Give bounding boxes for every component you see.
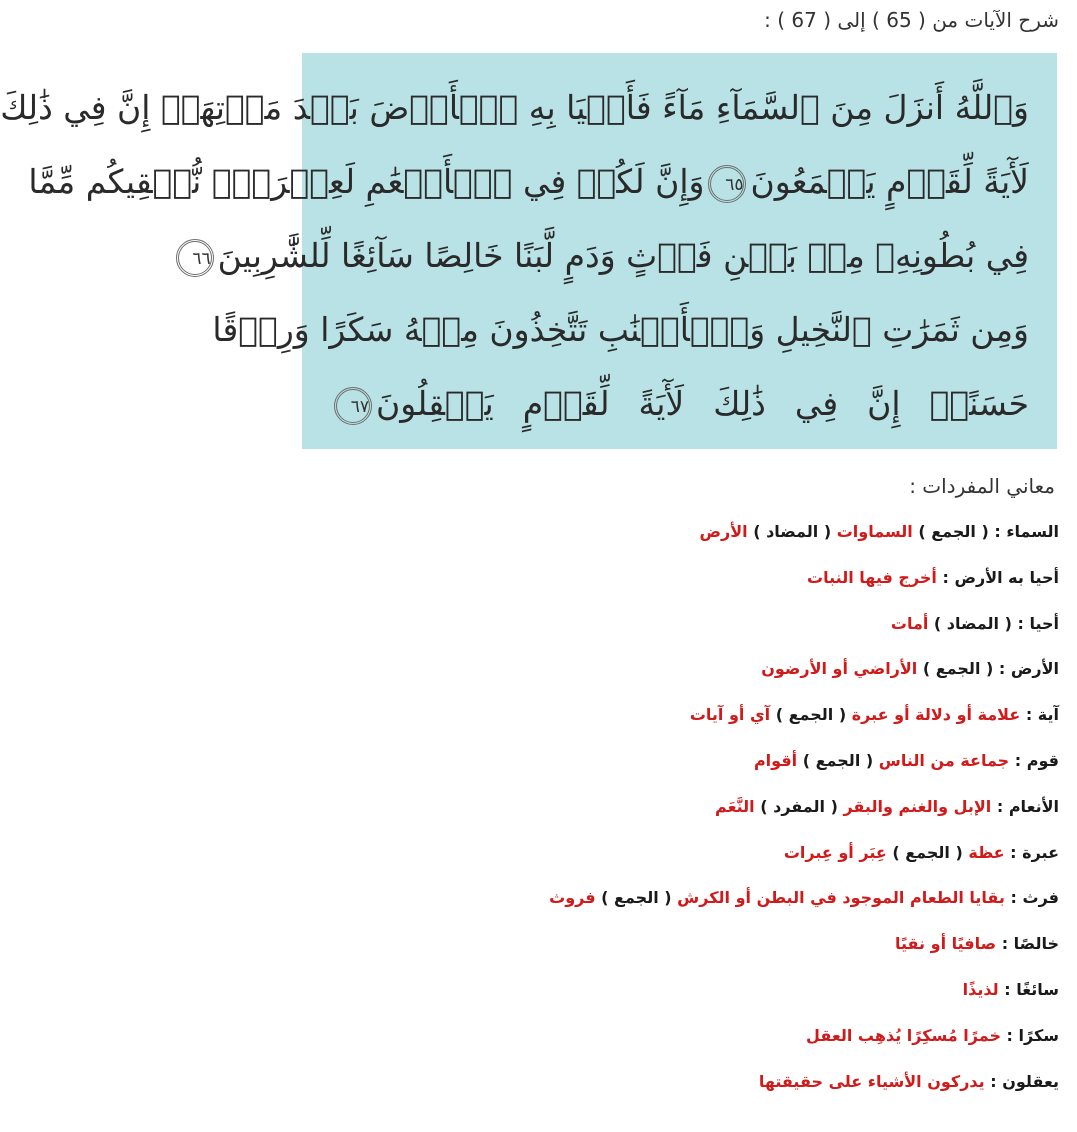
vocab-item (297, 560, 1059, 606)
vocab-item (297, 835, 1059, 881)
vocab-term: يعقلون (1002, 1071, 1059, 1091)
vocab-term: الأرض (1010, 659, 1059, 679)
vocab-meaning: لذيذًا (962, 979, 999, 999)
vocab-term: عبرة (1022, 842, 1059, 862)
verse-text: فِي بُطُونِهِۦ مِنۢ بَيۡنِ فَرۡثٍ وَدَمٍ لَّبَنًا خَالِصًا سَآئِغًا لِّلشَّٰرِبِينَ (217, 236, 1029, 275)
verse-line (212, 293, 1029, 367)
vocab-qualifier: ( الجمع ) (802, 750, 874, 770)
vocab-meaning: الأرض (699, 522, 754, 541)
vocab-item (297, 651, 1059, 697)
vocab-meaning: عظة (962, 842, 1005, 862)
vocab-qualifier: ( الجمع ) (775, 705, 847, 725)
vocab-separator: : (996, 934, 1014, 954)
ayah-number-mark: ٦٧ (334, 387, 372, 425)
vocab-term: السماء (1006, 522, 1059, 541)
vocab-term: خالصًا (1013, 934, 1059, 954)
vocab-meaning: بقايا الطعام الموجود في البطن أو الكرش (671, 888, 1005, 908)
verse-text: حَسَنًاۚ إِنَّ فِي ذَٰلِكَ لَأٓيَةً لِّقَوۡمٍ يَعۡقِلُونَ (376, 384, 1029, 423)
vocab-meaning: صافيًا أو نقيًا (895, 934, 997, 954)
vocab-item (297, 1018, 1059, 1064)
vocab-qualifier: ( الجمع ) (918, 522, 989, 541)
ayah-number-mark: ٦٥ (708, 165, 746, 203)
verse-text: وَٱللَّهُ أَنزَلَ مِنَ ٱلسَّمَآءِ مَآءً فَأَحۡيَا بِهِ ٱلۡأَرۡضَ بَعۡدَ مَوۡتِهَآۚ إِنَّ فِي ذَٰلِكَ (0, 88, 1029, 127)
vocab-term: سكرًا (1018, 1025, 1059, 1045)
vocab-separator: : (936, 567, 955, 587)
vocab-term: الأنعام (1008, 796, 1059, 816)
vocab-item (297, 926, 1059, 972)
vocab-meaning: آي أو آيات (689, 705, 776, 725)
vocab-item (297, 972, 1059, 1018)
vocab-meaning: جماعة من الناس (873, 750, 1010, 770)
vocab-item (297, 880, 1059, 926)
vocab-meaning: خمرًا مُسكِرًا يُذهِب العقل (806, 1025, 1001, 1045)
vocab-meaning: عِبَر أو عِبرات (783, 842, 893, 862)
vocab-separator: : (1004, 888, 1023, 908)
vocab-term: فرث (1022, 888, 1059, 908)
vocab-item (297, 697, 1059, 743)
vocab-separator: : (1004, 842, 1023, 862)
vocab-separator: : (1011, 613, 1030, 633)
vocab-meaning: النَّعَم (715, 796, 761, 816)
vocab-list (297, 514, 1059, 1109)
vocab-item (297, 789, 1059, 835)
vocab-meaning: أقوام (753, 750, 803, 770)
verse-line (330, 367, 1029, 441)
vocab-separator: : (1000, 1025, 1019, 1045)
vocab-term: قوم (1026, 750, 1059, 770)
vocab-meaning: الأراضي أو الأرضون (761, 659, 923, 679)
verse-text: وَمِن ثَمَرَٰتِ ٱلنَّخِيلِ وَٱلۡأَعۡنَٰبِ تَتَّخِذُونَ مِنۡهُ سَكَرًا وَرِزۡقًا (212, 310, 1029, 349)
vocab-separator: : (1020, 705, 1038, 725)
quran-verses-box (0, 53, 1057, 449)
ayah-number-mark: ٦٦ (176, 239, 214, 277)
verse-line (28, 145, 1029, 219)
vocab-meaning: أخرج فيها النبات (807, 567, 937, 587)
verse-line (192, 219, 1029, 293)
verse-text: وَإِنَّ لَكُمۡ فِي ٱلۡأَنۡعَٰمِ لَعِبۡرَةًۖ نُّسۡقِيكُم مِّمَّا (28, 162, 705, 201)
vocab-meaning: علامة أو دلالة أو عبرة (846, 705, 1021, 725)
vocab-separator: : (1009, 750, 1027, 770)
vocab-term: أحيا به الأرض (954, 567, 1059, 587)
vocab-item (297, 743, 1059, 789)
vocab-item (297, 606, 1059, 652)
vocab-qualifier: ( المضاد ) (933, 613, 1012, 633)
page-heading: شرح الآيات من ( 65 ) إلى ( 67 ) : (764, 8, 1059, 32)
vocab-qualifier: ( المضاد ) (753, 522, 832, 541)
vocab-qualifier: ( الجمع ) (922, 659, 994, 679)
vocab-qualifier: ( الجمع ) (892, 842, 963, 862)
vocab-separator: : (998, 979, 1017, 999)
vocab-term: أحيا (1029, 613, 1059, 633)
vocab-separator: : (991, 796, 1009, 816)
vocab-separator: : (993, 659, 1011, 679)
vocab-term: سائغًا (1016, 979, 1059, 999)
vocab-separator: : (984, 1071, 1003, 1091)
vocab-term: آية (1037, 705, 1059, 725)
verse-line (0, 71, 1029, 145)
vocab-meaning: أمات (890, 613, 934, 633)
verse-text: لَأٓيَةً لِّقَوۡمٍ يَسۡمَعُونَ (750, 162, 1029, 201)
vocab-meaning: فروث (549, 888, 602, 908)
vocab-qualifier: ( المفرد ) (760, 796, 838, 816)
vocab-item (297, 1064, 1059, 1110)
vocab-meaning: السماوات (831, 522, 919, 541)
vocab-meaning: يدركون الأشياء على حقيقتها (758, 1071, 985, 1091)
vocab-meaning: الإبل والغنم والبقر (837, 796, 992, 816)
vocab-qualifier: ( الجمع ) (601, 888, 672, 908)
vocab-section-title: معاني المفردات : (909, 474, 1055, 498)
vocab-separator: : (988, 522, 1007, 541)
vocab-item (297, 514, 1059, 560)
